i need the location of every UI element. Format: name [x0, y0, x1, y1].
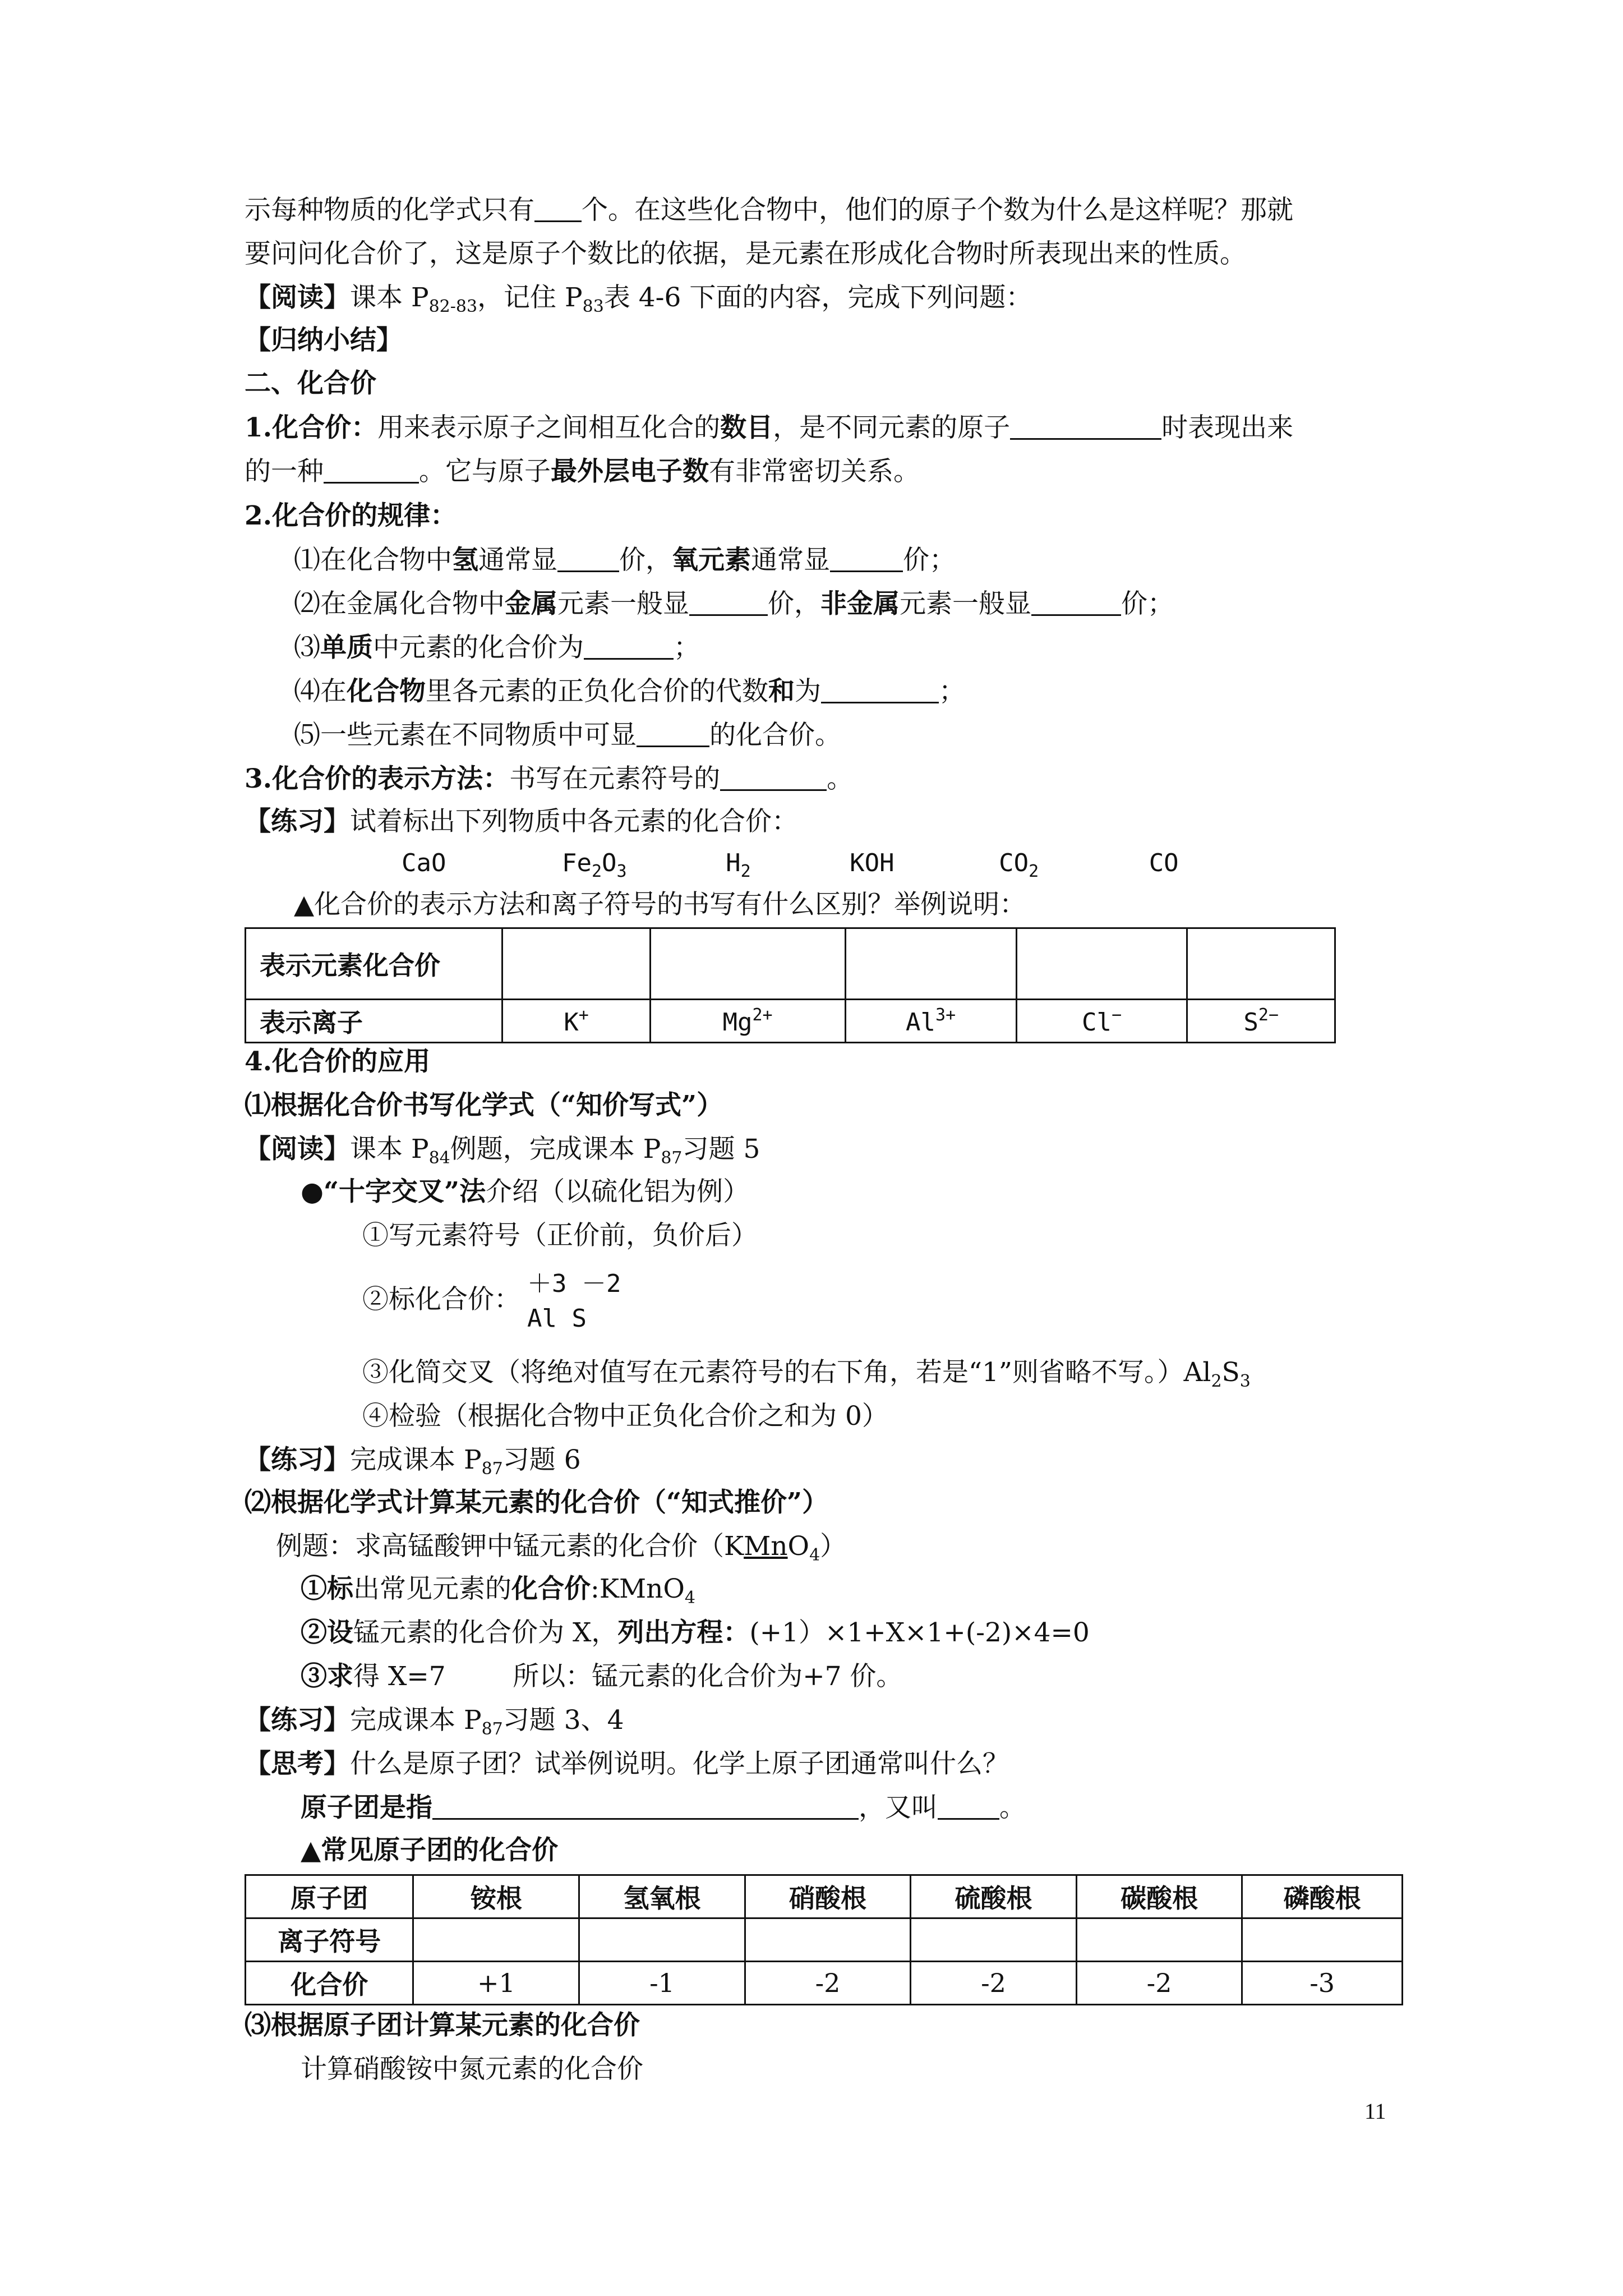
text: ⑵在金属化合物中	[294, 588, 505, 619]
step-item: ④检验（根据化合物中正负化合价之和为 0）	[362, 1401, 888, 1432]
text: 价；	[1121, 588, 1174, 619]
text: Fe	[561, 849, 592, 877]
subscript: 87	[661, 1148, 683, 1168]
table-cell[interactable]	[745, 1918, 911, 1962]
fill-blank[interactable]	[534, 196, 582, 222]
table-cell	[1187, 1000, 1335, 1043]
text: 试着标出下列物质中各元素的化合价：	[350, 806, 798, 837]
text-line	[301, 1791, 1026, 1825]
table-cell[interactable]	[579, 1918, 745, 1962]
subscript: 2	[740, 862, 751, 881]
rule-item	[245, 675, 965, 708]
text: 完成课本 P	[350, 1444, 482, 1475]
text-line	[245, 805, 798, 839]
superscript: 2−	[1258, 1005, 1279, 1025]
text: 列出方程：	[617, 1617, 750, 1648]
text: 金属	[505, 588, 557, 619]
bullet-icon: ●	[301, 1176, 324, 1207]
subscript: 2	[1211, 1372, 1222, 1391]
fill-blank[interactable]	[637, 721, 709, 747]
table-header-cell: 氢氧根	[579, 1875, 745, 1918]
text-line	[245, 1133, 760, 1166]
table-cell: -2	[1076, 1962, 1242, 2005]
section-tag: 【阅读】	[245, 282, 350, 313]
text: 有非常密切关系。	[709, 456, 920, 487]
text: (+1）×1+X×1+(-2)×4=0	[749, 1617, 1090, 1648]
step-item	[301, 1660, 902, 1694]
subscript: 2	[591, 862, 602, 881]
section-tag: 【练习】	[245, 806, 350, 837]
text: 中元素的化合价为	[373, 632, 584, 663]
table-cell: -1	[579, 1962, 745, 2005]
text: 个。在这些化合物中，他们的原子个数为什么是这样呢？那就	[582, 195, 1293, 226]
table-header-cell: 表示离子	[246, 1000, 502, 1043]
table-row	[246, 1000, 1335, 1043]
fill-blank[interactable]	[584, 633, 674, 660]
table-cell: -3	[1242, 1962, 1403, 2005]
subscript: 84	[428, 1148, 450, 1168]
text: K	[564, 1008, 579, 1037]
text: Al	[906, 1008, 936, 1037]
table-header-cell: 硝酸根	[745, 1875, 911, 1918]
text: 通常显	[751, 545, 830, 576]
table-header-cell: 碳酸根	[1076, 1875, 1242, 1918]
text: 课本 P	[350, 1134, 429, 1165]
superscript: +	[578, 1005, 589, 1025]
fill-blank[interactable]	[830, 546, 903, 572]
table-header-cell: 原子团	[246, 1875, 413, 1918]
text: 锰元素的化合价为 X，	[353, 1617, 618, 1648]
table-cell	[502, 1000, 650, 1043]
text: ③化简交叉（将绝对值写在元素符号的右下角，若是“1”则省略不写。）Al	[362, 1357, 1211, 1388]
formula	[999, 849, 1039, 881]
table-header-cell: 离子符号	[246, 1918, 413, 1962]
text: 介绍（以硫化铝为例）	[486, 1176, 750, 1207]
text: O	[602, 849, 617, 877]
heading: 2.化合价的规律：	[245, 500, 457, 531]
text-line	[245, 237, 1246, 271]
formula	[726, 849, 751, 881]
text-line	[245, 1175, 749, 1209]
heading: ⑵根据化学式计算某元素的化合价（“知式推价”）	[245, 1487, 829, 1518]
text: 例题：求高锰酸钾中锰元素的化合价（K	[276, 1531, 744, 1562]
table-cell: -2	[911, 1962, 1077, 2005]
text: 得 X=7 所以：锰元素的化合价为+7 价。	[353, 1661, 903, 1692]
text-line	[276, 1530, 846, 1563]
rule-item	[245, 544, 956, 577]
subscript: 4	[809, 1545, 820, 1565]
step-item	[362, 1266, 621, 1333]
text: 习题 3、4	[502, 1705, 624, 1736]
text: 元素一般显	[557, 588, 689, 619]
text: ②设	[301, 1617, 353, 1648]
text: ⑴在化合物中	[294, 545, 452, 576]
subscript: 3	[616, 862, 627, 881]
table-cell[interactable]	[845, 928, 1016, 1000]
section-tag: 【思考】	[245, 1749, 350, 1779]
text: ②标化合价：	[362, 1284, 520, 1315]
fill-blank[interactable]	[938, 1793, 999, 1820]
element-symbols: Al S	[527, 1304, 587, 1333]
text-line	[245, 411, 1293, 445]
formula	[561, 849, 627, 881]
text-line	[245, 194, 1293, 227]
fill-blank[interactable]	[432, 1793, 859, 1820]
text: 原子团是指	[301, 1792, 432, 1823]
radical-valence-table	[245, 1874, 1403, 2005]
text: 非金属	[820, 588, 900, 619]
superscript: 2+	[752, 1005, 773, 1025]
table-cell[interactable]	[413, 1918, 579, 1962]
text: 1.化合价：	[245, 412, 378, 443]
fill-blank[interactable]	[324, 457, 419, 484]
text: O	[787, 1531, 810, 1562]
text: 书写在元素符号的	[509, 763, 721, 794]
section-tag: 【练习】	[245, 1444, 350, 1475]
text: 化合价	[511, 1573, 591, 1604]
text-line	[245, 455, 920, 489]
text: ；	[674, 632, 700, 663]
text: 例题，完成课本 P	[450, 1134, 661, 1165]
text: ，是不同元素的原子	[773, 412, 1011, 443]
rule-item	[245, 631, 700, 665]
text: 示每种物质的化学式只有	[245, 195, 534, 226]
formula-row	[402, 846, 1179, 880]
table-row	[246, 1918, 1403, 1962]
subscript: 82-83	[428, 297, 478, 316]
text: ⑸一些元素在不同物质中可显	[294, 720, 637, 751]
text-line	[245, 1704, 624, 1737]
valence-stack	[527, 1267, 621, 1336]
text: 价，	[619, 545, 672, 576]
text: H	[726, 849, 741, 877]
step-item	[301, 1572, 695, 1606]
text: ⑶	[294, 632, 320, 663]
text: 习题 5	[682, 1134, 760, 1165]
formula: CO	[1149, 849, 1179, 877]
step-item: ①写元素符号（正价前，负价后）	[362, 1220, 758, 1251]
section-tag: 【阅读】	[245, 1134, 350, 1165]
text: ；	[939, 676, 965, 707]
text-line	[245, 1747, 1009, 1781]
heading: 二、化合价	[245, 368, 376, 399]
table-header-cell: 铵根	[413, 1875, 579, 1918]
valence-vs-ion-table	[245, 927, 1336, 1043]
text: ，记住 P	[477, 282, 583, 313]
subscript: 87	[481, 1459, 503, 1479]
text: Mn	[744, 1531, 788, 1562]
text: ）	[820, 1531, 847, 1562]
text: 课本 P	[350, 282, 429, 313]
text-line: 计算硝酸铵中氮元素的化合价	[301, 2054, 643, 2085]
table-header-cell: 表示元素化合价	[246, 928, 502, 1000]
text: Cl	[1082, 1008, 1112, 1037]
text: 氢	[452, 545, 478, 576]
text: ③求	[301, 1661, 353, 1692]
text-line: ▲化合价的表示方法和离子符号的书写有什么区别？举例说明：	[294, 889, 1026, 920]
text-line	[245, 1443, 581, 1477]
section-tag: 【练习】	[245, 1705, 350, 1736]
text: 单质	[320, 632, 373, 663]
text: S	[1243, 1008, 1258, 1037]
subscript: 87	[481, 1719, 503, 1739]
text: 价，	[768, 588, 820, 619]
text: 通常显	[478, 545, 557, 576]
table-cell[interactable]	[1242, 1918, 1403, 1962]
text: 。	[999, 1792, 1026, 1823]
text: 习题 6	[502, 1444, 581, 1475]
table-cell[interactable]	[1016, 928, 1187, 1000]
text: 为	[795, 676, 821, 707]
text: ⑷在	[294, 676, 347, 707]
table-cell[interactable]	[502, 928, 650, 1000]
subscript: 83	[582, 297, 604, 316]
table-row	[246, 928, 1335, 1000]
step-item	[362, 1356, 1251, 1389]
text: 时表现出来	[1161, 412, 1294, 443]
table-cell	[650, 1000, 845, 1043]
text: 的一种	[245, 456, 324, 487]
valence-numbers: ＋3 －2	[527, 1269, 621, 1298]
superscript: 3+	[935, 1005, 956, 1025]
table-cell: -2	[745, 1962, 911, 2005]
text: 里各元素的正负化合价的代数	[426, 676, 768, 707]
text: 完成课本 P	[350, 1705, 482, 1736]
text: CO	[999, 849, 1029, 877]
table-cell[interactable]	[650, 928, 845, 1000]
text: 用来表示原子之间相互化合的	[377, 412, 721, 443]
table-cell	[1016, 1000, 1187, 1043]
text-line	[245, 762, 853, 796]
fill-blank[interactable]	[821, 677, 939, 703]
text: 和	[768, 676, 795, 707]
text: 。它与原子	[419, 456, 551, 487]
text: 氧元素	[672, 545, 751, 576]
formula: KOH	[850, 849, 895, 877]
text: :KMnO	[591, 1573, 685, 1604]
table-cell[interactable]	[911, 1918, 1077, 1962]
fill-blank[interactable]	[720, 765, 827, 791]
fill-blank[interactable]	[689, 590, 768, 616]
table-cell[interactable]	[1076, 1918, 1242, 1962]
table-cell: +1	[413, 1962, 579, 2005]
table-cell[interactable]	[1187, 928, 1335, 1000]
heading: ▲常见原子团的化合价	[301, 1835, 559, 1866]
table-header-cell: 化合价	[246, 1962, 413, 2005]
text: 要问问化合价了，这是原子个数比的依据，是元素在形成化合物时所表现出来的性质。	[245, 238, 1246, 269]
heading: ⑴根据化合价书写化学式（“知价写式”）	[245, 1090, 723, 1121]
formula: CaO	[402, 849, 446, 877]
subscript: 4	[684, 1588, 695, 1608]
fill-blank[interactable]	[557, 546, 619, 572]
text: “十字交叉”法	[324, 1176, 486, 1207]
text: 出常见元素的	[353, 1573, 511, 1604]
rule-item	[245, 587, 1174, 621]
rule-item	[245, 719, 841, 752]
fill-blank[interactable]	[1010, 413, 1161, 440]
page-number: 11	[1364, 2099, 1386, 2124]
text: 表 4-6 下面的内容，完成下列问题：	[603, 282, 1032, 313]
text: 。	[827, 763, 854, 794]
text: 最外层电子数	[551, 456, 709, 487]
table-header-cell: 磷酸根	[1242, 1875, 1403, 1918]
table-row	[246, 1962, 1403, 2005]
step-item	[301, 1616, 1090, 1650]
heading: ⑶根据原子团计算某元素的化合价	[245, 2010, 640, 2041]
text: Mg	[722, 1008, 753, 1037]
fill-blank[interactable]	[1031, 590, 1121, 616]
subscript: 2	[1029, 862, 1039, 881]
text: 什么是原子团？试举例说明。化学上原子团通常叫什么？	[350, 1749, 1009, 1779]
subscript: 3	[1239, 1372, 1251, 1391]
text: S	[1221, 1357, 1240, 1388]
text: ，又叫	[859, 1792, 938, 1823]
text: 数目	[720, 412, 773, 443]
table-cell	[845, 1000, 1016, 1043]
text: 的化合价。	[709, 720, 841, 751]
text: 价；	[903, 545, 956, 576]
heading: 4.化合价的应用	[245, 1046, 431, 1077]
heading: 【归纳小结】	[245, 325, 403, 356]
text: 元素一般显	[900, 588, 1031, 619]
superscript: −	[1111, 1005, 1122, 1025]
text-line	[245, 281, 1032, 315]
table-row	[246, 1875, 1403, 1918]
text: ①标	[301, 1573, 353, 1604]
text: 化合物	[347, 676, 426, 707]
text: 3.化合价的表示方法：	[245, 763, 510, 794]
table-header-cell: 硫酸根	[911, 1875, 1077, 1918]
